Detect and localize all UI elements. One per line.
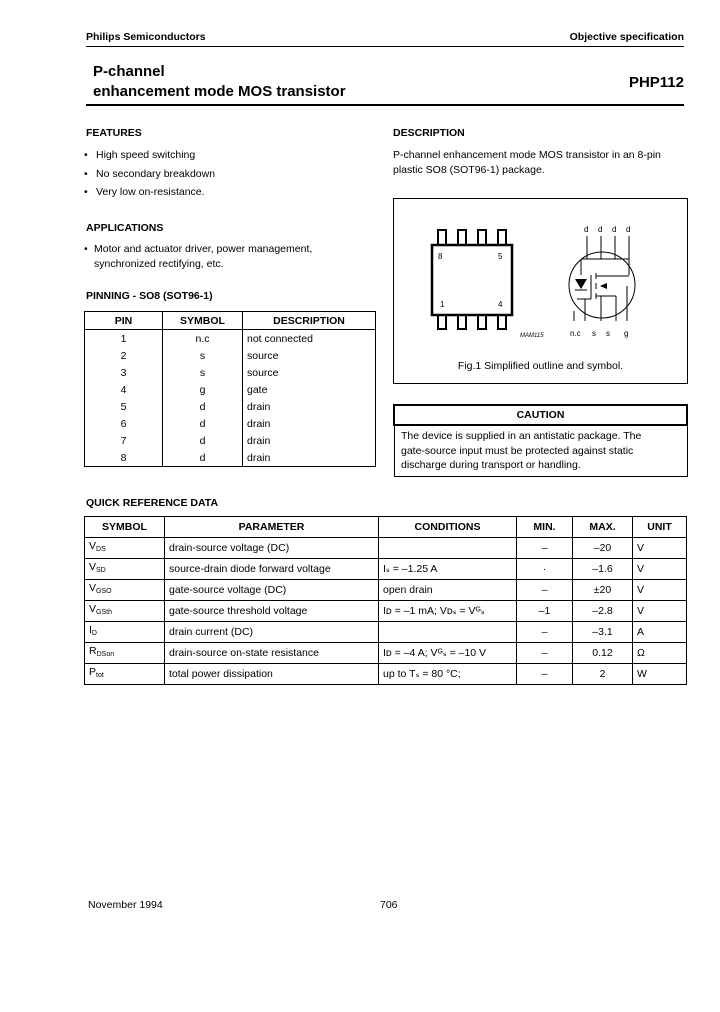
min-cell: – <box>517 538 573 559</box>
package-pin <box>478 315 486 329</box>
part-number: PHP112 <box>628 74 684 91</box>
pin-cell: 2 <box>85 347 163 364</box>
max-cell: –1.6 <box>573 559 633 580</box>
description-cell: source <box>243 364 376 381</box>
header-rule <box>86 46 684 47</box>
parameter-cell: drain-source on-state resistance <box>165 643 379 664</box>
features-list <box>84 146 374 202</box>
pin-cell: 7 <box>85 432 163 449</box>
figure-caption: Fig.1 Simplified outline and symbol. <box>457 360 624 372</box>
parameter-cell: gate-source voltage (DC) <box>165 580 379 601</box>
mosfet-symbol <box>569 225 635 338</box>
conditions-cell: up to Tₛ = 80 °C; <box>379 664 517 685</box>
package-pin <box>478 230 486 245</box>
table-row <box>85 601 687 622</box>
min-cell: – <box>517 580 573 601</box>
description-cell: drain <box>243 432 376 449</box>
max-cell: –20 <box>573 538 633 559</box>
pin-5-label: 5 <box>498 252 503 261</box>
min-cell: – <box>517 643 573 664</box>
symbol-cell: n.c <box>163 330 243 348</box>
symbol-drain-label: d <box>584 225 589 234</box>
unit-cell: V <box>633 580 687 601</box>
package-pin <box>458 230 466 245</box>
pin-cell: 8 <box>85 449 163 467</box>
table-row <box>85 415 376 432</box>
package-pin <box>438 315 446 329</box>
pin-cell: 6 <box>85 415 163 432</box>
min-cell: –1 <box>517 601 573 622</box>
pin-4-label: 4 <box>498 300 503 309</box>
pin-cell: 5 <box>85 398 163 415</box>
table-row <box>85 432 376 449</box>
pinning-table <box>84 311 376 467</box>
symbol-source-label: s <box>606 329 610 338</box>
description-cell: not connected <box>243 330 376 348</box>
parameter-cell: total power dissipation <box>165 664 379 685</box>
applications-line-2: synchronized rectifying, etc. <box>94 258 224 270</box>
caution-line-2: gate-source input must be protected against static <box>401 444 634 457</box>
unit-cell: V <box>633 559 687 580</box>
max-cell: 0.12 <box>573 643 633 664</box>
symbol-cell: d <box>163 432 243 449</box>
parameter-cell: gate-source threshold voltage <box>165 601 379 622</box>
applications-heading: APPLICATIONS <box>86 222 164 234</box>
symbol-cell: s <box>163 347 243 364</box>
description-text <box>393 148 693 178</box>
conditions-cell <box>379 622 517 643</box>
company-name: Philips Semiconductors <box>86 31 206 43</box>
table-row <box>85 449 376 467</box>
caution-heading: CAUTION <box>393 404 688 426</box>
package-outline-diagram <box>394 199 687 383</box>
max-column-header: MAX. <box>573 517 633 538</box>
symbol-cell: $V_{SD}$ <box>85 559 165 580</box>
unit-column-header: UNIT <box>633 517 687 538</box>
qrd-heading: QUICK REFERENCE DATA <box>86 497 219 509</box>
description-column-header: DESCRIPTION <box>243 312 376 330</box>
description-heading: DESCRIPTION <box>393 127 465 139</box>
table-row <box>85 330 376 348</box>
description-cell: gate <box>243 381 376 398</box>
quick-reference-table <box>84 516 687 685</box>
symbol-source-label: s <box>592 329 596 338</box>
symbol-drain-label: d <box>598 225 603 234</box>
unit-cell: V <box>633 538 687 559</box>
description-cell: drain <box>243 415 376 432</box>
symbol-column-header: SYMBOL <box>163 312 243 330</box>
symbol-drain-label: d <box>612 225 617 234</box>
pin-1-label: 1 <box>440 300 445 309</box>
package-pin <box>498 315 506 329</box>
symbol-cell: d <box>163 449 243 467</box>
list-item: • High speed switching <box>84 146 374 165</box>
description-line-1: P-channel enhancement mode MOS transistor in an 8-pin <box>393 149 661 161</box>
symbol-cell: $I_D$ <box>85 622 165 643</box>
figure-box <box>393 198 688 384</box>
pin-8-label: 8 <box>438 252 443 261</box>
symbol-cell: d <box>163 398 243 415</box>
pin-cell: 3 <box>85 364 163 381</box>
list-item: • No secondary breakdown <box>84 165 374 184</box>
pin-cell: 1 <box>85 330 163 348</box>
table-row <box>85 622 687 643</box>
pinning-heading: PINNING - SO8 (SOT96-1) <box>86 290 213 302</box>
symbol-cell: $V_{DS}$ <box>85 538 165 559</box>
table-row <box>85 559 687 580</box>
unit-cell: Ω <box>633 643 687 664</box>
unit-cell: V <box>633 601 687 622</box>
figure-code: MAM115 <box>520 333 544 339</box>
symbol-cell: $V_{GSth}$ <box>85 601 165 622</box>
description-cell: drain <box>243 398 376 415</box>
symbol-column-header: SYMBOL <box>85 517 165 538</box>
parameter-column-header: PARAMETER <box>165 517 379 538</box>
conditions-cell <box>379 538 517 559</box>
min-cell: · <box>517 559 573 580</box>
symbol-nc-label: n.c <box>570 329 581 338</box>
symbol-cell: $R_{DSon}$ <box>85 643 165 664</box>
caution-line-1: The device is supplied in an antistatic package. The <box>401 430 642 442</box>
table-row <box>85 347 376 364</box>
pin-cell: 4 <box>85 381 163 398</box>
package-pin <box>438 230 446 245</box>
package-pin <box>498 230 506 245</box>
symbol-drain-label: d <box>626 225 631 234</box>
parameter-cell: drain-source voltage (DC) <box>165 538 379 559</box>
parameter-cell: drain current (DC) <box>165 622 379 643</box>
title-rule <box>86 104 684 106</box>
conditions-column-header: CONDITIONS <box>379 517 517 538</box>
table-row <box>85 364 376 381</box>
symbol-cell: $V_{GSO}$ <box>85 580 165 601</box>
package-pin <box>458 315 466 329</box>
symbol-gate-label: g <box>624 329 629 338</box>
symbol-cell: s <box>163 364 243 381</box>
features-heading: FEATURES <box>86 127 142 139</box>
table-row <box>85 580 687 601</box>
applications-item: • Motor and actuator driver, power management, synchronized rectifying, etc. <box>84 242 374 272</box>
min-cell: – <box>517 664 573 685</box>
description-cell: drain <box>243 449 376 467</box>
min-column-header: MIN. <box>517 517 573 538</box>
title-line-1: P-channel <box>93 63 165 80</box>
symbol-cell: g <box>163 381 243 398</box>
max-cell: –2.8 <box>573 601 633 622</box>
footer-date: November 1994 <box>88 899 163 911</box>
pin-column-header: PIN <box>85 312 163 330</box>
max-cell: 2 <box>573 664 633 685</box>
symbol-cell: $P_{tot}$ <box>85 664 165 685</box>
parameter-cell: source-drain diode forward voltage <box>165 559 379 580</box>
conditions-cell: Iₛ = –1.25 A <box>379 559 517 580</box>
conditions-cell: Iᴅ = –1 mA; Vᴅₛ = Vᴳₛ <box>379 601 517 622</box>
applications-line-1: Motor and actuator driver, power management, <box>94 243 313 255</box>
caution-text <box>394 426 688 477</box>
table-row <box>85 664 687 685</box>
min-cell: – <box>517 622 573 643</box>
unit-cell: W <box>633 664 687 685</box>
table-row <box>85 381 376 398</box>
max-cell: –3.1 <box>573 622 633 643</box>
symbol-cell: d <box>163 415 243 432</box>
document-status: Objective specification <box>569 31 684 43</box>
title-line-2: enhancement mode MOS transistor <box>93 83 346 100</box>
max-cell: ±20 <box>573 580 633 601</box>
page-number: 706 <box>380 899 398 911</box>
table-row <box>85 398 376 415</box>
unit-cell: A <box>633 622 687 643</box>
list-item: • Very low on-resistance. <box>84 183 374 202</box>
caution-line-3: discharge during transport or handling. <box>401 459 581 471</box>
table-row <box>85 538 687 559</box>
table-row <box>85 643 687 664</box>
description-cell: source <box>243 347 376 364</box>
conditions-cell: open drain <box>379 580 517 601</box>
description-line-2: plastic SO8 (SOT96-1) package. <box>393 164 545 176</box>
conditions-cell: Iᴅ = –4 A; Vᴳₛ = –10 V <box>379 643 517 664</box>
